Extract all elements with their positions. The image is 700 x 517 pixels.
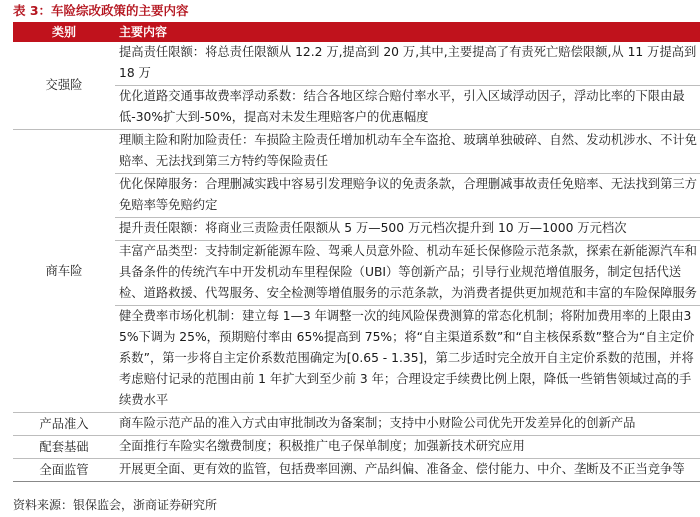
category-cell-jqx: 交强险 <box>13 42 115 130</box>
source-note: 资料来源：银保监会，浙商证券研究所 <box>13 498 218 512</box>
content-cell: 全面推行车险实名缴费制度；积极推广电子保单制度；加强新技术研究应用 <box>115 436 700 459</box>
category-cell-qmjg: 全面监管 <box>13 459 115 482</box>
content-cell: 提高责任限额：将总责任限额从 12.2 万,提高到 20 万,其中,主要提高了有责死亡赔偿限额,从 11 万提高到 18 万 <box>115 42 700 86</box>
table-row <box>13 42 700 86</box>
table-row <box>13 436 700 459</box>
category-cell-syx: 商车险 <box>13 130 115 413</box>
content-cell: 理顺主险和附加险责任：车损险主险责任增加机动车全车盗抢、玻璃单独破碎、自然、发动机涉水、不计免赔率、无法找到第三方特约等保险责任 <box>115 130 700 174</box>
table-title: 表 3：车险综改政策的主要内容 <box>13 3 189 18</box>
content-cell: 丰富产品类型：支持制定新能源车险、驾乘人员意外险、机动车延长保修险示范条款，探索在新能源汽车和具备条件的传统汽车中开发机动车里程保险（UBI）等创新产品；引导行业规范增值服务，制定包括代送检、道路救援、代驾服务、安全检测等增值服务的示范条款，为消费者提供更加规范和丰富的车险保障服务 <box>115 241 700 306</box>
content-cell: 优化道路交通事故费率浮动系数：结合各地区综合赔付率水平，引入区域浮动因子，浮动比率的下限由最低-30%扩大到-50%，提高对未发生理赔客户的优惠幅度 <box>115 86 700 130</box>
content-cell: 提升责任限额：将商业三责险责任限额从 5 万—500 万元档次提升到 10 万—1000 万元档次 <box>115 218 700 241</box>
content-cell: 开展更全面、更有效的监管，包括费率回溯、产品纠偏、准备金、偿付能力、中介、垄断及不正当竞争等 <box>115 459 700 482</box>
table-row <box>13 459 700 482</box>
header-category: 类别 <box>13 22 115 42</box>
header-content: 主要内容 <box>115 22 700 42</box>
policy-table <box>13 22 700 482</box>
category-cell-ptjc: 配套基础 <box>13 436 115 459</box>
table-row <box>13 241 700 306</box>
table-row <box>13 130 700 174</box>
table-row <box>13 413 700 436</box>
table-row <box>13 86 700 130</box>
table-row <box>13 218 700 241</box>
content-cell: 健全费率市场化机制：建立每 1—3 年调整一次的纯风险保费测算的常态化机制；将附加费用率的上限由35%下调为 25%，预期赔付率由 65%提高到 75%；将“自主渠道系数”和“自主核保系数”整合为“自主定价系数”，第一步将自主定价系数范围确定为[0.65 - 1.35]，第二步适时完全放开自主定价系数的范围，并将考虑赔付记录的范围由前 1 年扩大到至少前 3 年；合理设定手续费比例上限，降低一些销售领域过高的手续费水平 <box>115 306 700 413</box>
table-row <box>13 174 700 218</box>
content-cell: 商车险示范产品的准入方式由审批制改为备案制；支持中小财险公司优先开发差异化的创新产品 <box>115 413 700 436</box>
table-row <box>13 306 700 413</box>
table-header-row <box>13 22 700 42</box>
category-cell-cpzr: 产品准入 <box>13 413 115 436</box>
content-cell: 优化保障服务：合理删减实践中容易引发理赔争议的免责条款，合理删减事故责任免赔率、无法找到第三方免赔率等免赔约定 <box>115 174 700 218</box>
